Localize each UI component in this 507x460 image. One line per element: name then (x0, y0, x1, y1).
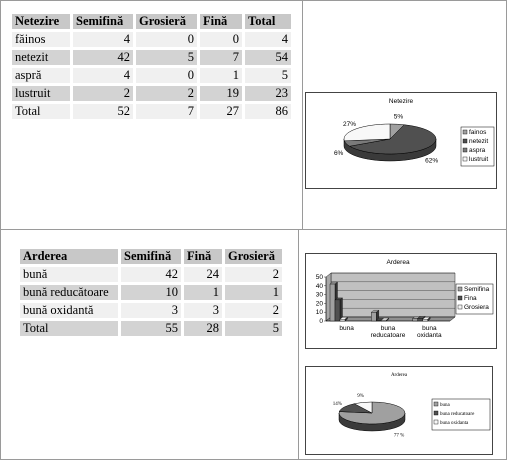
netezire-pie-svg (306, 93, 496, 188)
row-label: lustruit (12, 86, 70, 101)
netezire-header-cell: Netezire (12, 14, 70, 29)
legend-label: netezit (469, 138, 489, 145)
legend-label: fainos (469, 129, 487, 136)
legend-label: lustruit (469, 156, 489, 163)
row-label: aspră (12, 68, 70, 83)
netezire-header-row (12, 14, 291, 29)
netezire-header-cell: Total (245, 14, 291, 29)
pie-value-label: 77 % (393, 433, 405, 439)
legend-label: Semifina (464, 286, 490, 293)
table-cell: 55 (121, 321, 181, 336)
legend-swatch (463, 139, 467, 143)
table-row (20, 267, 282, 282)
row-label: Total (20, 321, 118, 336)
table-cell: 86 (245, 104, 291, 119)
chart-back-wall (331, 273, 455, 317)
row-label: Total (12, 104, 70, 119)
bar (340, 319, 345, 321)
bar (423, 319, 428, 321)
pie-value-label: 5% (393, 113, 404, 121)
netezire-header-cell: Fină (200, 14, 242, 29)
table-cell: 19 (200, 86, 242, 101)
table-row (12, 32, 291, 47)
bar (418, 318, 423, 321)
legend-swatch (434, 402, 438, 406)
table-row (20, 303, 282, 318)
table-cell: 1 (200, 68, 242, 83)
netezire-pie-chart (305, 92, 497, 189)
arderea-header-cell: Arderea (20, 249, 118, 264)
table-cell: 24 (184, 267, 222, 282)
table-cell: 0 (200, 32, 242, 47)
pie-value-label: 14% (332, 401, 342, 407)
arderea-header-cell: Semifină (121, 249, 181, 264)
legend-swatch (434, 420, 438, 424)
legend-swatch (463, 148, 467, 152)
bar (330, 284, 335, 321)
table-row (12, 50, 291, 65)
table-row (20, 285, 282, 300)
legend-label: buna reducatoare (440, 412, 475, 417)
grid-divider-vertical-top (302, 0, 303, 229)
row-label: bună reducătoare (20, 285, 118, 300)
netezire-header-cell: Grosieră (136, 14, 197, 29)
table-row-total (20, 321, 282, 336)
table-cell: 42 (121, 267, 181, 282)
table-row (12, 68, 291, 83)
y-tick-label: 50 (315, 274, 323, 281)
legend-swatch (434, 411, 438, 415)
y-tick-label: 0 (319, 318, 323, 325)
arderea-header-row (20, 249, 282, 264)
row-label: bună (20, 267, 118, 282)
legend-swatch (458, 287, 462, 291)
table-cell: 2 (136, 86, 197, 101)
x-tick-label: buna (339, 325, 354, 332)
chart-title: Netezire (388, 98, 414, 105)
table-cell: 3 (121, 303, 181, 318)
arderea-pie-svg (306, 367, 492, 454)
table-cell: 27 (200, 104, 242, 119)
y-tick-label: 30 (315, 291, 323, 299)
chart-title: Arderea (386, 259, 410, 266)
legend-swatch (458, 305, 462, 309)
table-cell: 2 (225, 267, 282, 282)
x-tick-label: reducatoare (370, 332, 406, 339)
table-cell: 0 (136, 68, 197, 83)
grid-divider-horizontal (0, 229, 507, 230)
legend-swatch (463, 130, 467, 134)
pie-value-label: 6% (333, 150, 344, 158)
table-cell: 1 (225, 285, 282, 300)
table-cell: 28 (184, 321, 222, 336)
legend-label: Grosiera (464, 304, 489, 311)
bar (376, 320, 381, 321)
pie-value-label: 9% (357, 393, 364, 399)
grid-divider-vertical-bottom (298, 229, 299, 460)
table-cell: 2 (73, 86, 133, 101)
pie-value-label: 62% (425, 157, 439, 165)
table-cell: 5 (136, 50, 197, 65)
row-label: bună oxidantă (20, 303, 118, 318)
netezire-header-cell: Semifină (73, 14, 133, 29)
table-cell: 4 (245, 32, 291, 47)
x-tick-label: buna (422, 325, 437, 332)
legend-label: buna oxidanta (440, 421, 469, 426)
table-cell: 52 (73, 104, 133, 119)
bar (371, 312, 376, 321)
table-cell: 42 (73, 50, 133, 65)
table-cell: 1 (184, 285, 222, 300)
pie-value-label: 27% (342, 120, 357, 128)
row-label: netezit (12, 50, 70, 65)
x-tick-label: buna (380, 325, 396, 332)
arderea-table (17, 246, 285, 339)
table-cell: 4 (73, 68, 133, 83)
legend-label: aspra (469, 147, 486, 154)
table-cell: 10 (121, 285, 181, 300)
table-cell: 54 (245, 50, 291, 65)
bar (413, 318, 418, 321)
chart-title: Arderea (390, 373, 408, 378)
arderea-bar-svg (306, 254, 496, 348)
bar (381, 320, 386, 321)
y-tick-label: 20 (315, 300, 323, 308)
legend-label: buna (440, 403, 450, 408)
table-cell: 0 (136, 32, 197, 47)
x-tick-label: oxidanta (417, 332, 442, 339)
bar (335, 300, 340, 321)
table-cell: 2 (225, 303, 282, 318)
table-cell: 7 (136, 104, 197, 119)
table-cell: 23 (245, 86, 291, 101)
table-cell: 4 (73, 32, 133, 47)
arderea-pie-chart (305, 366, 493, 455)
legend-label: Fina (464, 295, 477, 302)
table-row (12, 86, 291, 101)
row-label: făinos (12, 32, 70, 47)
table-cell: 7 (200, 50, 242, 65)
legend-swatch (458, 296, 462, 300)
y-tick-label: 40 (315, 282, 323, 290)
legend-swatch (463, 157, 467, 161)
arderea-header-cell: Fină (184, 249, 222, 264)
arderea-header-cell: Grosieră (225, 249, 282, 264)
table-cell: 5 (245, 68, 291, 83)
arderea-bar-chart (305, 253, 497, 349)
table-cell: 3 (184, 303, 222, 318)
netezire-table (9, 11, 294, 122)
y-tick-label: 10 (315, 309, 323, 317)
table-cell: 5 (225, 321, 282, 336)
table-row-total (12, 104, 291, 119)
